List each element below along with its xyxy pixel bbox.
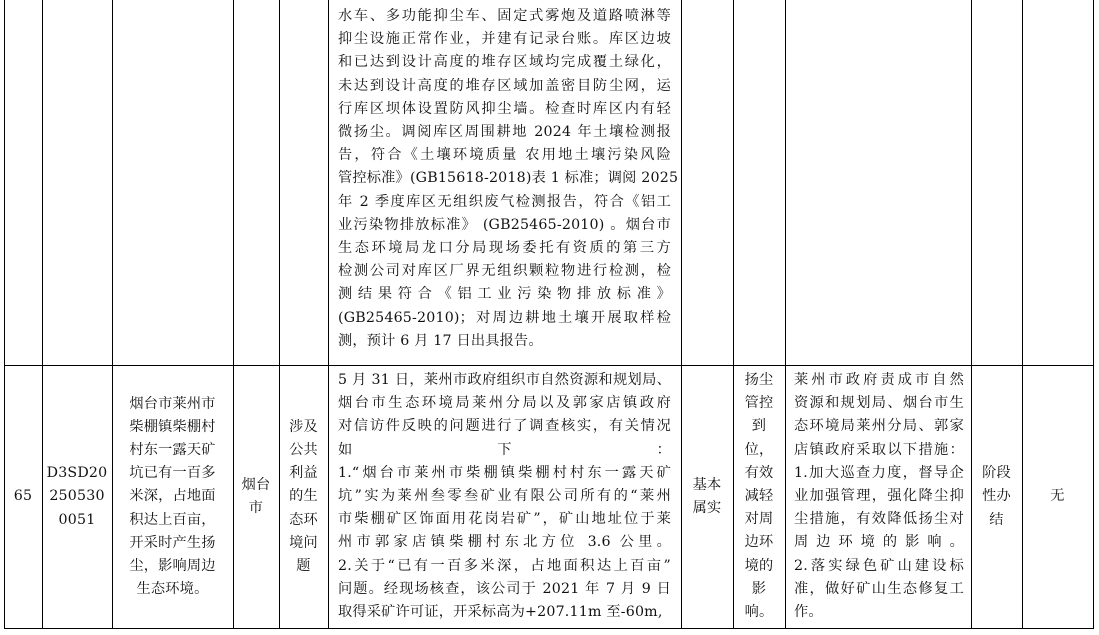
text-line: 阶段 [982,465,1011,482]
status-cell [971,366,1022,628]
text-line: 告，符合《土壤环境质量 农用地土壤污染风险 [338,147,671,164]
region-cell [233,366,279,628]
text-line: (GB25465-2010)；对周边耕地土壤开展取样检 [338,309,671,326]
text-line: 境的 [744,557,774,574]
text-line: 尘措施，有效降低扬尘对 [794,511,964,528]
text-line: 2.关于“已有一百多米深，占地面积达上百亩” [338,557,671,574]
text-line: 开采时产生扬 [129,534,216,551]
measures-text [794,369,964,624]
verification-cell [338,369,671,624]
text-line: 涉及 [289,418,318,435]
text-line: 坑已有一百多 [129,465,216,482]
text-line: 2.落实绿色矿山建设标 [794,557,964,574]
complaint-cell [112,366,233,628]
text-line: 1.加大巡查力度，督导企 [794,464,964,481]
text-line: 5 月 31 日，莱州市政府组织市自然资源和规划局、 [338,372,671,388]
category-cell [279,366,328,628]
table-border-bottom [4,628,1094,629]
text-line: 烟台市生态环境局莱州分局以及郭家店镇政府 [338,395,671,412]
text-line: 业加强管理，强化降尘抑 [794,488,964,505]
text-line: 生态环境局龙口分局现场委托有资质的第三方 [338,240,671,257]
text-line: 利益 [289,465,318,482]
text-line: 扬尘 [744,372,774,388]
text-line: 测结果符合《铝工业污染物排放标准》 [338,286,671,303]
text-line: 1.“烟台市莱州市柴棚镇柴棚村村东一露天矿 [338,464,671,481]
complaint-text [129,393,215,602]
text-line: 烟台市莱州市 [129,395,216,412]
text-line: 态环境局莱州分局、郭家 [794,418,964,435]
text-line: 米深，占地面 [129,488,216,505]
text-line: 资源和规划局、烟台市生 [794,395,964,412]
text-line: 有效 [744,464,774,481]
text-line: 结 [989,511,1004,528]
col-divider [785,0,786,629]
text-line: 坑”实为莱州叁零叁矿业有限公司所有的“莱州 [338,488,671,505]
text-line: 公共 [289,441,318,458]
text-line: 250530 [49,488,105,505]
text-line: 微扬尘。调阅库区周围耕地 2024 年土壤检测报 [338,124,671,141]
text-line: 的生 [289,488,318,505]
text-line: 基本 [692,476,722,493]
text-line: 境问 [289,534,318,551]
case-id-cell [42,366,112,628]
conclusion-text [693,474,722,520]
text-line: 位， [744,441,774,458]
text-line: 莱州市政府责成市自然 [794,372,964,388]
text-line: 周边环境的影响。 [794,534,964,551]
text-line: 到 [751,418,767,435]
text-line: 抑尘设施正常作业，并建有记录台账。库区边坡 [338,31,671,48]
prev-verification-cell [338,5,679,353]
text-line: 测，预计 6 月 17 日出具报告。 [338,332,543,349]
text-line: 积达上百亩， [129,511,216,528]
table-border-right [1093,0,1094,629]
text-line: 检测公司对库区厂界无组织颗粒物进行检测，检 [338,263,671,280]
text-line: 年 2 季度库区无组织废气检测报告，符合《铝工 [338,193,671,210]
text-line: 边环 [744,534,774,551]
measures-cell [794,369,964,624]
text-line: 属实 [692,500,722,516]
text-line: 作。 [794,604,823,621]
text-line: 影 [751,580,767,597]
text-line: 如下： [338,441,671,458]
text-line: 题 [296,558,311,574]
text-line: 问题。经现场核查，该公司于 2021 年 7 月 9 日 [338,580,671,597]
text-line: 店镇政府采取以下措施： [794,441,964,458]
region-text [242,474,271,520]
complaint-table [4,0,1094,629]
text-line: D3SD20 [46,465,108,482]
prev-verification-text [338,5,679,353]
text-line: 州市郭家店镇柴棚村东北方位 3.6 公里。 [338,534,671,551]
text-line: 柴棚镇柴棚村 [129,418,216,435]
row-index: 65 [13,488,33,505]
accountability-cell [1022,366,1093,628]
text-line: 0051 [58,511,96,528]
text-line: 水车、多功能抑尘车、固定式雾炮及道路喷淋等 [338,8,671,24]
text-line: 对信访件反映的问题进行了调查核实，有关情况 [338,418,671,435]
text-line: 未达到设计高度的堆存区域加盖密目防尘网，运 [338,77,671,94]
verification-text [338,369,671,624]
text-line: 响。 [744,604,774,621]
text-line: 态环 [289,511,318,528]
status-text [982,462,1011,532]
conclusion-cell [681,366,733,628]
text-line: 尘，影响周边 [129,558,216,574]
text-line: 村东一露天矿 [129,441,216,458]
text-line: 管控 [744,395,774,412]
text-line: 减轻 [744,488,774,505]
text-line: 对周 [744,511,774,528]
text-line: 和已达到设计高度的堆存区域均完成覆土绿化， [338,54,671,71]
effect-cell [733,369,785,624]
text-line: 生态环境。 [136,581,209,598]
text-line: 业污染物排放标准》 (GB25465-2010) 。烟台市 [338,216,671,233]
text-line: 准，做好矿山生态修复工 [794,580,964,597]
category-text [289,416,318,578]
text-line: 管控标准》(GB15618-2018)表 1 标准；调阅 2025 [338,170,679,187]
accountability-text: 无 [1050,488,1065,505]
col-divider [328,0,329,629]
text-line: 市柴棚矿区饰面用花岗岩矿”，矿山地址位于莱 [338,511,671,528]
text-line: 行库区坝体设置防风抑尘墙。检查时库区内有轻 [338,100,671,117]
index-cell [4,366,42,628]
text-line: 性办 [982,488,1011,505]
text-line: 取得采矿许可证，开采标高为+207.11m 至-60m, [338,604,663,621]
case-id [47,462,108,532]
text-line: 市 [248,500,264,516]
effect-text [733,369,785,624]
text-line: 烟台 [241,476,271,493]
